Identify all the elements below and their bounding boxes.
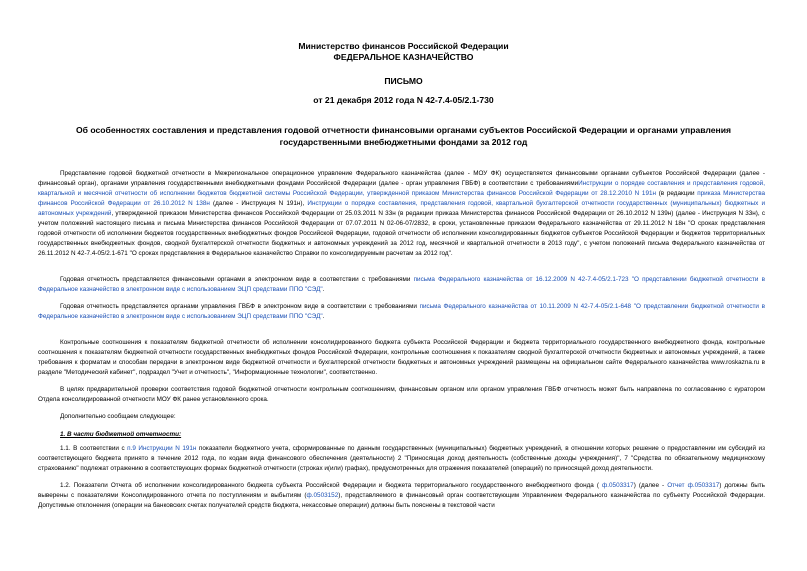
document-number: от 21 декабря 2012 года N 42-7.4-05/2.1-730: [313, 95, 494, 105]
paragraph-1-1: 1.1. В соответствии с п.9 Инструкции N 191н показатели бюджетного учета, сформированные по данным государственных (муниципальных) бюджетных учреждений, в отношении которых решение о предоставлении им субсидий из соответствующего бюджета принято в течение 2012 года, по кодам вида финансового обеспечения (деятельности) 2 "Приносящая доход деятельность (собственные доходы учреждения)", 7 "Средства по обязательному медицинскому страхованию" подлежат отражению в соответствующих формах бюджетной отчетности (строках и(или) графах), предусмотренных для отражения показателей (операций) по приносящей доход деятельности.: [38, 445, 765, 472]
paragraph-1-2: 1.2. Показатели Отчета об исполнении консолидированного бюджета субъекта Российской Федерации и бюджета территориального государственного внебюджетного фонда ( ф.0503317) (далее - Отчет ф.0503317) должны быть выверены с показателями Консолидированного отчета по поступлениям и выбытиям (ф.0503152), представляемого в финансовый орган соответствующим Управлением Федерального казначейства по субъекту Российской Федерации. Допустимые отклонения (операции на банковских счетах получателей средств бюджета, некассовые операции) должны быть пояснены в текстовой части: [38, 482, 766, 509]
paragraph-gvbf-bodies: Годовая отчетность представляется органами управления ГВБФ в электронном виде в соответствии с требованиями письма Федерального казначейства от 10.11.2009 N 42-7.4-05/2.1-648 "О представлении бюджетной отчетности в Федеральное казначейство в электронном виде с использованием ЭЦП средствами ППО "СЭД".: [38, 303, 765, 320]
paragraph-preliminary-check: В целях предварительной проверки соответствия годовой бюджетной отчетности контрольным соотношениям, финансовым органом или органом управления ГВБФ отчетность может быть направлена по согласованию с куратором Отдела консолидированной отчетности МОУ ФК ранее установленного срока.: [38, 386, 765, 403]
document-type: ПИСЬМО: [384, 76, 423, 86]
link-instruction-191n[interactable]: Инструкции о порядке составления и представления годовой, квартальной и месячной отчетности об исполнении бюджетов бюджетной системы Российской Федерации, утвержденной приказом Министерства финансов Российской Федерации от 28.12.2010 N 191н: [38, 180, 765, 197]
paragraph-financial-bodies: Годовая отчетность представляется финансовыми органами в электронном виде в соответствии с требованиями письма Федерального казначейства от 16.12.2009 N 42-7.4-05/2.1-723 "О представлении бюджетной отчетности в Федеральное казначейство в электронном виде с использованием ЭЦП средствами ППО "СЭД".: [38, 276, 765, 293]
link-p9-instruction-191n[interactable]: п.9 Инструкции N 191н: [127, 445, 197, 452]
agency-name: ФЕДЕРАЛЬНОЕ КАЗНАЧЕЙСТВО: [333, 52, 474, 62]
paragraph-control-ratios: Контрольные соотношения к показателям бюджетной отчетности об исполнении консолидированного бюджета субъекта Российской Федерации и бюджета территориального государственного внебюджетного фонда, контрольные соотношения к показателям бюджетной отчетности государственных внебюджетных фондов Российской Федерации, контрольные соотношения к показателям сводной бухгалтерской отчетности бюджетных и автономных учреждений, а также требования к форматам и способам передачи в электронном виде бюджетной отчетности и бухгалтерской отчетности бюджетных и автономных учреждений размещены на официальном сайте Федерального казначейства www.roskazna.ru в разделе "Методический кабинет", подраздел "Учет и отчетность", "Информационные технологии", соответственно.: [38, 339, 765, 376]
link-order-138n[interactable]: приказа Министерства финансов Российской Федерации от 26.10.2012 N 138н: [38, 190, 766, 207]
ministry-name: Министерство финансов Российской Федерации: [298, 41, 509, 51]
link-form-0503317[interactable]: ф.0503317: [602, 482, 634, 489]
paragraph-additional: Дополнительно сообщаем следующее:: [60, 413, 176, 420]
link-report-0503317[interactable]: Отчет ф.0503317: [667, 482, 720, 489]
link-letter-723[interactable]: письма Федерального казначейства от 16.12.2009 N 42-7.4-05/2.1-723 "О представлении бюджетной отчетности в Федеральное казначейство в электронном виде с использованием ЭЦП средствами ППО "СЭД": [38, 276, 765, 293]
section-heading-budget: 1. В части бюджетной отчетности:: [60, 431, 182, 438]
document-subject: Об особенностях составления и представления годовой отчетности финансовыми органами субъектов Российской Федерации и органами управления государственными внебюджетными фондами за 2012 год: [75, 125, 732, 147]
document-issuer: [0, 41, 807, 63]
link-letter-648[interactable]: письма Федерального казначейства от 10.11.2009 N 42-7.4-05/2.1-648 "О представлении бюджетной отчетности в Федеральное казначейство в электронном виде с использованием ЭЦП средствами ППО "СЭД": [38, 303, 765, 320]
paragraph-intro: Представление годовой бюджетной отчетности в Межрегиональное операционное управление Федерального казначейства (далее - МОУ ФК) осуществляется финансовыми органами субъектов Российской Федерации (далее - финансовый орган), органами управления государственными внебюджетными фондами Российской Федерации (далее - орган управления ГВБФ) в соответствии с требованиямиИнструкции о порядке составления и представления годовой, квартальной и месячной отчетности об исполнении бюджетов бюджетной системы Российской Федерации, утвержденной приказом Министерства финансов Российской Федерации от 28.12.2010 N 191н (в редакции приказа Министерства финансов Российской Федерации от 26.10.2012 N 138н (далее - Инструкция N 191н), Инструкции о порядке составления, представления годовой, квартальной бухгалтерской отчетности государственных (муниципальных) бюджетных и автономных учреждений, утвержденной приказом Министерства финансов Российской Федерации от 25.03.2011 N 33н (в редакции приказа Министерства финансов Российской Федерации от 26.10.2012 N 139н) (далее - Инструкция N 33н), с учетом положений настоящего письма и письма Министерства финансов Российской Федерации от 07.07.2011 N 02-06-07/2832, в сроки, установленные приказом Федерального казначейства от 29.11.2012 N 18н "О сроках представления годовой отчетности об исполнении бюджетов государственных внебюджетных фондов Российской Федерации, годовой отчетности об исполнении консолидированных бюджетов субъектов Российской Федерации и бюджетов территориальных государственных внебюджетных фондов, сводной бухгалтерской отчетности бюджетных и автономных учреждений за 2012 год, месячной и квартальной отчетности в 2013 году", с учетом положений письма Федерального казначейства от 26.11.2012 N 42-7.4-05/2.1-671 "О сроках представления в Федеральное казначейство Справки по консолидируемым расчетам за 2012 год".: [38, 170, 766, 257]
link-instruction-33n[interactable]: Инструкции о порядке составления, представления годовой, квартальной бухгалтерской отчетности государственных (муниципальных) бюджетных и автономных учреждений: [38, 200, 765, 217]
document-body: [38, 169, 765, 527]
link-form-0503152[interactable]: ф.0503152: [306, 492, 339, 499]
